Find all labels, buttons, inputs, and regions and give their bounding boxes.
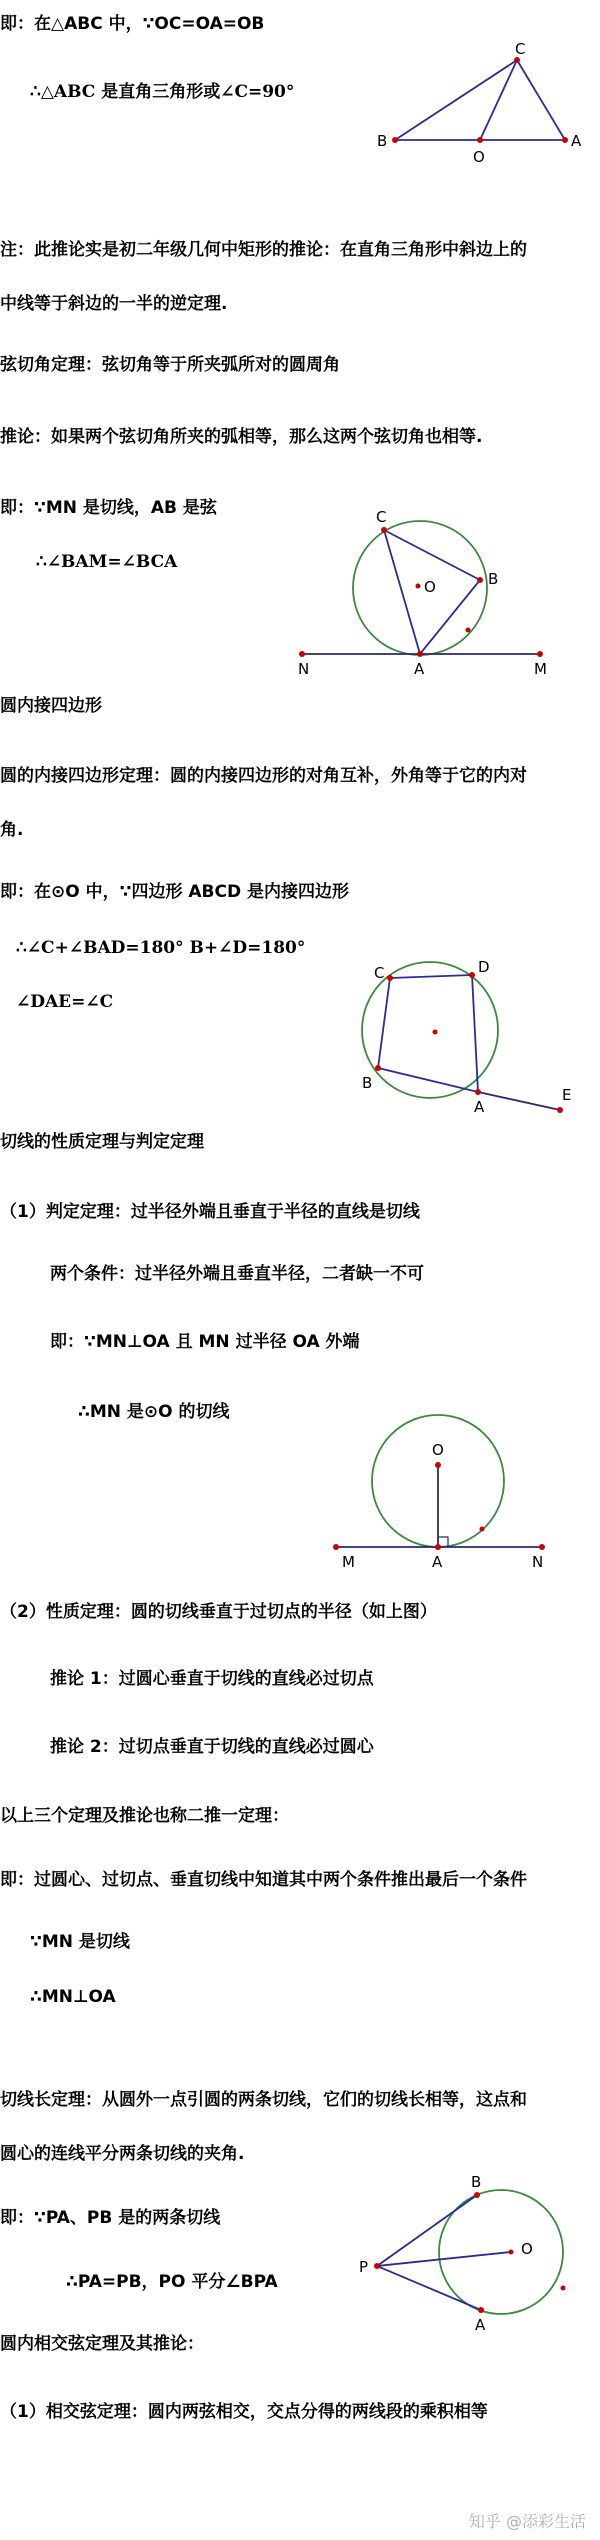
arc-point [466, 628, 471, 633]
text-line: 推论 1：过圆心垂直于切线的直线必过切点 [50, 1669, 374, 1689]
label-b: B [362, 1074, 373, 1092]
figure-tangent-lengths [355, 2170, 585, 2335]
watermark: 知乎 @添彩生活 [468, 2512, 586, 2531]
point-b [375, 1065, 381, 1071]
figure-tangent-chord [290, 500, 570, 680]
segment-po [377, 2252, 511, 2266]
label-m: M [342, 1553, 355, 1570]
point-d [469, 972, 475, 978]
point-e [557, 1107, 563, 1113]
text-line: 圆心的连线平分两条切线的夹角. [0, 2144, 245, 2164]
label-o: O [432, 1441, 444, 1459]
text-line: ∴PA=PB，PO 平分∠BPA [66, 2272, 278, 2292]
point-b [477, 577, 483, 583]
label-a: A [414, 660, 425, 678]
label-p: P [359, 2258, 369, 2276]
extension-ae [478, 1092, 560, 1110]
point-o [477, 137, 483, 143]
arc-point [480, 1527, 485, 1532]
text-line: 角. [0, 820, 24, 840]
label-b: B [471, 2173, 482, 2191]
label-c: C [515, 40, 526, 58]
arc-point [561, 2286, 566, 2291]
label-b: B [377, 132, 388, 150]
text-line: 即：∵PA、PB 是的两条切线 [0, 2208, 221, 2228]
segment-ca [517, 60, 565, 140]
label-a: A [474, 1098, 485, 1116]
text-line: ∠DAE=∠C [16, 992, 114, 1012]
text-line: 即：∵MN⊥OA 且 MN 过半径 OA 外端 [50, 1332, 360, 1352]
label-a: A [571, 132, 582, 150]
label-n: N [298, 660, 310, 678]
point-c [381, 527, 387, 533]
figure-tangent-radius [320, 1405, 570, 1570]
point-a [478, 2307, 484, 2313]
figure-cyclic-quadrilateral [350, 950, 590, 1125]
tangent-pa [377, 2266, 481, 2310]
label-b: B [488, 570, 499, 588]
section-heading: 圆内相交弦定理及其推论： [0, 2334, 204, 2354]
point-c [387, 975, 393, 981]
point-o [433, 1030, 438, 1035]
text-line: 中线等于斜边的一半的逆定理. [0, 294, 228, 314]
point-n [539, 1544, 545, 1550]
point-m [537, 651, 543, 657]
point-a [417, 651, 423, 657]
text-line: 弦切角定理：弦切角等于所夹弧所对的圆周角 [0, 355, 340, 375]
label-d: D [478, 958, 490, 976]
text-line: （2）性质定理：圆的切线垂直于过切点的半径（如上图） [0, 1602, 437, 1622]
section-heading: 切线的性质定理与判定定理 [0, 1132, 204, 1152]
point-a [562, 137, 568, 143]
text-line: 以上三个定理及推论也称二推一定理： [0, 1806, 289, 1826]
label-e: E [562, 1086, 572, 1104]
text-line: （1）相交弦定理：圆内两弦相交，交点分得的两线段的乘积相等 [0, 2402, 488, 2422]
figure-right-triangle [375, 40, 585, 170]
point-n [299, 651, 305, 657]
label-o: O [473, 148, 485, 166]
text-line: ∴MN⊥OA [30, 1987, 116, 2007]
quadrilateral-abcd [378, 975, 478, 1092]
text-line: 即：过圆心、过切点、垂直切线中知道其中两个条件推出最后一个条件 [0, 1870, 527, 1890]
point-o [435, 1462, 441, 1468]
point-o [416, 584, 421, 589]
point-b [392, 137, 398, 143]
tangent-pb [377, 2195, 477, 2266]
text-line: ∴∠C+∠BAD=180° B+∠D=180° [16, 938, 306, 958]
point-a [435, 1544, 441, 1550]
text-line: ∴△ABC 是直角三角形或∠C=90° [30, 82, 295, 102]
label-o: O [424, 578, 436, 596]
text-line: 推论：如果两个弦切角所夹的弧相等，那么这两个弦切角也相等. [0, 427, 483, 447]
text-line: ∵MN 是切线 [30, 1932, 130, 1952]
point-p [374, 2263, 380, 2269]
label-c: C [374, 964, 385, 982]
label-o: O [521, 2240, 533, 2258]
label-c: C [376, 508, 387, 526]
text-line: 注：此推论实是初二年级几何中矩形的推论：在直角三角形中斜边上的 [0, 240, 527, 260]
text-line: 推论 2：过切点垂直于切线的直线必过圆心 [50, 1737, 374, 1757]
text-line: ∴MN 是⊙O 的切线 [78, 1402, 230, 1422]
text-line: 两个条件：过半径外端且垂直半径，二者缺一不可 [50, 1264, 424, 1284]
text-line: ∴∠BAM=∠BCA [36, 552, 178, 572]
label-a: A [475, 2316, 486, 2334]
text-line: （1）判定定理：过半径外端且垂直于半径的直线是切线 [0, 1202, 420, 1222]
label-a: A [432, 1553, 443, 1570]
point-b [474, 2192, 480, 2198]
section-heading: 圆内接四边形 [0, 696, 102, 716]
text-line: 切线长定理：从圆外一点引圆的两条切线，它们的切线长相等，这点和 [0, 2090, 527, 2110]
text-line: 即：在⊙O 中，∵四边形 ABCD 是内接四边形 [0, 882, 349, 902]
text-line: 圆的内接四边形定理：圆的内接四边形的对角互补，外角等于它的内对 [0, 766, 527, 786]
label-n: N [532, 1553, 544, 1570]
point-a [475, 1089, 481, 1095]
point-m [333, 1544, 339, 1550]
text-line: 即：在△ABC 中，∵OC=OA=OB [0, 14, 265, 34]
circle-o [353, 521, 487, 655]
point-o [509, 2250, 514, 2255]
text-line: 即：∵MN 是切线，AB 是弦 [0, 498, 217, 518]
label-m: M [534, 660, 547, 678]
